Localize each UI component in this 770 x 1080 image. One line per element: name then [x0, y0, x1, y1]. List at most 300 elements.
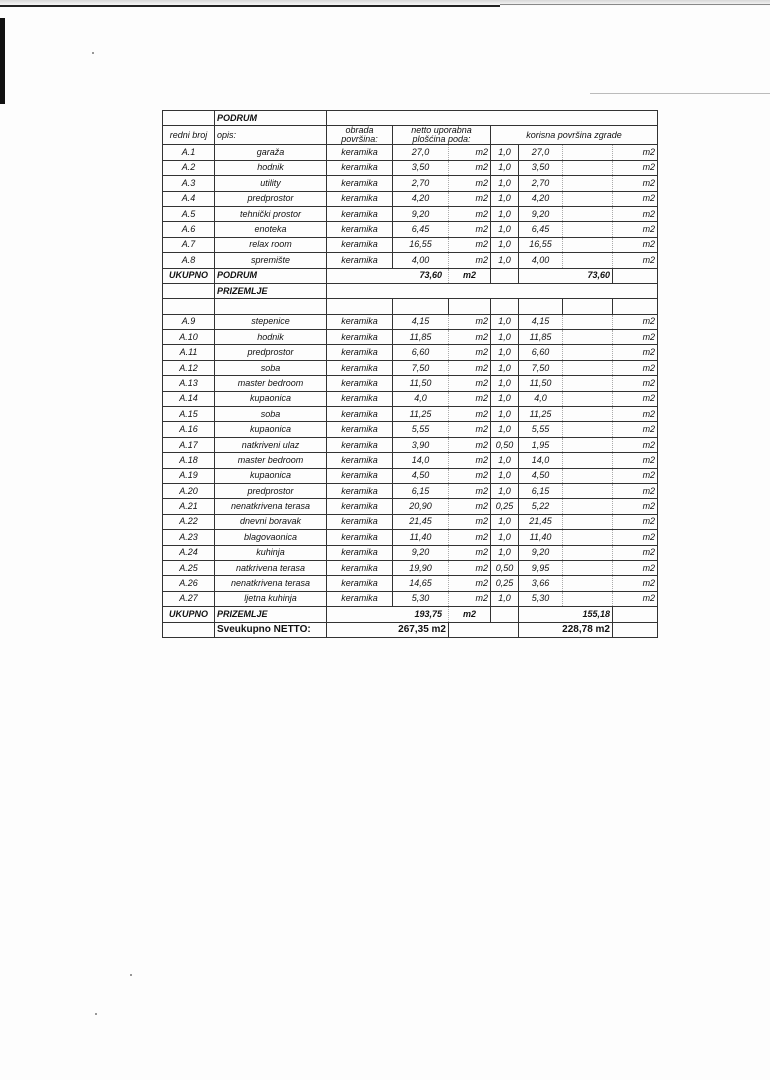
coefficient: 1,0 [491, 176, 519, 191]
header-obrada: obrada površina: [327, 126, 393, 145]
room-name: soba [215, 407, 327, 422]
finish: keramika [327, 160, 393, 175]
finish: keramika [327, 407, 393, 422]
coefficient: 1,0 [491, 145, 519, 160]
coefficient: 1,0 [491, 483, 519, 498]
header-redni-broj: redni broj [163, 126, 215, 145]
useful-area: 9,20 [519, 206, 563, 221]
header-netto: netto uporabna plošćina poda: [393, 126, 491, 145]
table-row [163, 360, 658, 375]
scan-edge-line-thin [500, 4, 770, 5]
finish: keramika [327, 237, 393, 252]
net-unit: m2 [449, 330, 491, 345]
net-area: 7,50 [393, 360, 449, 375]
finish: keramika [327, 206, 393, 221]
useful-unit: m2 [613, 453, 658, 468]
blank-cell [563, 191, 613, 206]
useful-unit: m2 [613, 514, 658, 529]
blank-cell [563, 530, 613, 545]
net-unit: m2 [449, 437, 491, 452]
useful-area: 5,22 [519, 499, 563, 514]
room-id: A.14 [163, 391, 215, 406]
net-unit: m2 [449, 345, 491, 360]
net-unit: m2 [449, 407, 491, 422]
coefficient: 1,0 [491, 545, 519, 560]
net-unit: m2 [449, 591, 491, 606]
table-row [163, 530, 658, 545]
useful-unit: m2 [613, 206, 658, 221]
blank-cell [563, 160, 613, 175]
net-area: 11,85 [393, 330, 449, 345]
room-id: A.2 [163, 160, 215, 175]
table-row [163, 576, 658, 591]
grand-total-useful: 228,78 m2 [519, 622, 613, 637]
table-row [163, 222, 658, 237]
room-id: A.10 [163, 330, 215, 345]
useful-area: 1,95 [519, 437, 563, 452]
finish: keramika [327, 314, 393, 329]
total-net-unit: m2 [449, 607, 491, 622]
useful-unit: m2 [613, 422, 658, 437]
blank-cell [163, 299, 215, 314]
table-row [163, 376, 658, 391]
net-unit: m2 [449, 360, 491, 375]
blank-cell [327, 283, 658, 298]
useful-unit: m2 [613, 576, 658, 591]
room-id: A.7 [163, 237, 215, 252]
table-row [163, 468, 658, 483]
useful-unit: m2 [613, 530, 658, 545]
useful-unit: m2 [613, 191, 658, 206]
coefficient: 1,0 [491, 314, 519, 329]
net-unit: m2 [449, 453, 491, 468]
net-unit: m2 [449, 253, 491, 268]
blank-cell [563, 145, 613, 160]
useful-area: 3,50 [519, 160, 563, 175]
blank-cell [519, 299, 563, 314]
net-area: 6,15 [393, 483, 449, 498]
useful-area: 16,55 [519, 237, 563, 252]
coefficient: 1,0 [491, 407, 519, 422]
room-id: A.25 [163, 560, 215, 575]
room-name: soba [215, 360, 327, 375]
coefficient: 1,0 [491, 530, 519, 545]
coefficient: 1,0 [491, 237, 519, 252]
finish: keramika [327, 437, 393, 452]
useful-area: 11,50 [519, 376, 563, 391]
total-net: 193,75 [327, 607, 449, 622]
section-header-row [163, 283, 658, 298]
blank-cell [163, 283, 215, 298]
room-id: A.21 [163, 499, 215, 514]
room-name: hodnik [215, 160, 327, 175]
table-row [163, 453, 658, 468]
coefficient: 0,25 [491, 499, 519, 514]
net-unit: m2 [449, 514, 491, 529]
net-area: 5,55 [393, 422, 449, 437]
net-area: 21,45 [393, 514, 449, 529]
net-unit: m2 [449, 376, 491, 391]
useful-unit: m2 [613, 160, 658, 175]
finish: keramika [327, 391, 393, 406]
blank-cell [491, 268, 519, 283]
blank-cell [563, 360, 613, 375]
table-row [163, 437, 658, 452]
blank-cell [563, 591, 613, 606]
useful-unit: m2 [613, 545, 658, 560]
useful-area: 9,95 [519, 560, 563, 575]
scan-edge-line [0, 5, 500, 7]
net-unit: m2 [449, 499, 491, 514]
room-id: A.24 [163, 545, 215, 560]
coefficient: 1,0 [491, 468, 519, 483]
useful-unit: m2 [613, 483, 658, 498]
room-name: predprostor [215, 345, 327, 360]
useful-unit: m2 [613, 314, 658, 329]
blank-cell [327, 299, 393, 314]
room-name: hodnik [215, 330, 327, 345]
total-label: UKUPNO [163, 268, 215, 283]
room-name: tehnički prostor [215, 206, 327, 221]
room-id: A.6 [163, 222, 215, 237]
room-name: kuhinja [215, 545, 327, 560]
net-unit: m2 [449, 468, 491, 483]
finish: keramika [327, 345, 393, 360]
room-id: A.9 [163, 314, 215, 329]
finish: keramika [327, 530, 393, 545]
useful-unit: m2 [613, 560, 658, 575]
finish: keramika [327, 222, 393, 237]
header-korisna: korisna površina zgrade [491, 126, 658, 145]
useful-unit: m2 [613, 407, 658, 422]
room-id: A.15 [163, 407, 215, 422]
useful-area: 3,66 [519, 576, 563, 591]
room-name: stepenice [215, 314, 327, 329]
grand-total-row [163, 622, 658, 637]
useful-area: 6,60 [519, 345, 563, 360]
room-id: A.18 [163, 453, 215, 468]
coefficient: 1,0 [491, 330, 519, 345]
finish: keramika [327, 483, 393, 498]
room-id: A.26 [163, 576, 215, 591]
table-row [163, 253, 658, 268]
section-title: PRIZEMLJE [215, 283, 327, 298]
table-row [163, 391, 658, 406]
room-id: A.27 [163, 591, 215, 606]
useful-area: 9,20 [519, 545, 563, 560]
room-name: natkriveni ulaz [215, 437, 327, 452]
finish: keramika [327, 468, 393, 483]
room-id: A.20 [163, 483, 215, 498]
finish: keramika [327, 499, 393, 514]
room-name: master bedroom [215, 453, 327, 468]
room-name: kupaonica [215, 391, 327, 406]
blank-cell [563, 483, 613, 498]
blank-cell [613, 622, 658, 637]
header-opis: opis: [215, 126, 327, 145]
spacer-row [163, 299, 658, 314]
net-area: 6,60 [393, 345, 449, 360]
useful-unit: m2 [613, 253, 658, 268]
total-name: PODRUM [215, 268, 327, 283]
coefficient: 1,0 [491, 591, 519, 606]
net-area: 9,20 [393, 206, 449, 221]
room-id: A.8 [163, 253, 215, 268]
useful-unit: m2 [613, 330, 658, 345]
blank-cell [563, 453, 613, 468]
room-id: A.23 [163, 530, 215, 545]
finish: keramika [327, 453, 393, 468]
useful-area: 5,30 [519, 591, 563, 606]
blank-cell [563, 222, 613, 237]
blank-cell [563, 422, 613, 437]
useful-area: 5,55 [519, 422, 563, 437]
useful-area: 21,45 [519, 514, 563, 529]
net-area: 2,70 [393, 176, 449, 191]
finish: keramika [327, 422, 393, 437]
table-row [163, 514, 658, 529]
room-id: A.13 [163, 376, 215, 391]
blank-cell [563, 253, 613, 268]
net-unit: m2 [449, 237, 491, 252]
coefficient: 0,50 [491, 437, 519, 452]
finish: keramika [327, 576, 393, 591]
net-unit: m2 [449, 391, 491, 406]
room-id: A.17 [163, 437, 215, 452]
room-name: natkrivena terasa [215, 560, 327, 575]
section-total-row [163, 607, 658, 622]
finish: keramika [327, 514, 393, 529]
coefficient: 1,0 [491, 345, 519, 360]
coefficient: 1,0 [491, 191, 519, 206]
blank-cell [563, 468, 613, 483]
coefficient: 0,50 [491, 560, 519, 575]
blank-cell [563, 176, 613, 191]
net-unit: m2 [449, 576, 491, 591]
room-name: ljetna kuhinja [215, 591, 327, 606]
blank-cell [563, 499, 613, 514]
blank-cell [563, 314, 613, 329]
table-row [163, 206, 658, 221]
scan-left-edge-mark [0, 18, 5, 104]
net-unit: m2 [449, 530, 491, 545]
blank-cell [449, 622, 519, 637]
section-title: PODRUM [215, 111, 327, 126]
room-name: garaža [215, 145, 327, 160]
net-area: 4,00 [393, 253, 449, 268]
useful-unit: m2 [613, 176, 658, 191]
net-area: 9,20 [393, 545, 449, 560]
net-area: 14,0 [393, 453, 449, 468]
area-table [162, 110, 658, 638]
room-id: A.19 [163, 468, 215, 483]
finish: keramika [327, 145, 393, 160]
coefficient: 1,0 [491, 222, 519, 237]
coefficient: 1,0 [491, 160, 519, 175]
blank-cell [563, 391, 613, 406]
net-unit: m2 [449, 176, 491, 191]
total-useful: 155,18 [519, 607, 613, 622]
useful-area: 4,0 [519, 391, 563, 406]
section-total-row [163, 268, 658, 283]
useful-area: 27,0 [519, 145, 563, 160]
blank-cell [613, 607, 658, 622]
coefficient: 1,0 [491, 391, 519, 406]
useful-unit: m2 [613, 468, 658, 483]
table-row [163, 191, 658, 206]
net-unit: m2 [449, 560, 491, 575]
net-area: 4,50 [393, 468, 449, 483]
net-area: 16,55 [393, 237, 449, 252]
room-name: blagovaonica [215, 530, 327, 545]
finish: keramika [327, 376, 393, 391]
room-id: A.11 [163, 345, 215, 360]
room-name: dnevni boravak [215, 514, 327, 529]
room-name: enoteka [215, 222, 327, 237]
blank-cell [393, 299, 449, 314]
useful-unit: m2 [613, 345, 658, 360]
blank-cell [215, 299, 327, 314]
net-area: 4,0 [393, 391, 449, 406]
room-id: A.3 [163, 176, 215, 191]
finish: keramika [327, 560, 393, 575]
table-row [163, 145, 658, 160]
blank-cell [163, 111, 215, 126]
scan-speck [92, 52, 94, 54]
net-unit: m2 [449, 545, 491, 560]
coefficient: 1,0 [491, 422, 519, 437]
room-name: kupaonica [215, 422, 327, 437]
useful-area: 4,00 [519, 253, 563, 268]
net-unit: m2 [449, 483, 491, 498]
blank-cell [563, 560, 613, 575]
blank-cell [563, 376, 613, 391]
blank-cell [163, 622, 215, 637]
blank-cell [563, 437, 613, 452]
useful-unit: m2 [613, 222, 658, 237]
net-unit: m2 [449, 314, 491, 329]
net-unit: m2 [449, 222, 491, 237]
room-name: predprostor [215, 483, 327, 498]
room-name: relax room [215, 237, 327, 252]
table-row [163, 591, 658, 606]
table-row [163, 314, 658, 329]
coefficient: 1,0 [491, 514, 519, 529]
room-name: predprostor [215, 191, 327, 206]
blank-cell [449, 299, 491, 314]
table-row [163, 345, 658, 360]
table-row [163, 160, 658, 175]
useful-unit: m2 [613, 499, 658, 514]
scan-faint-line [590, 93, 770, 94]
useful-area: 4,20 [519, 191, 563, 206]
useful-area: 11,40 [519, 530, 563, 545]
useful-area: 4,15 [519, 314, 563, 329]
table-row [163, 237, 658, 252]
useful-area: 11,25 [519, 407, 563, 422]
finish: keramika [327, 253, 393, 268]
finish: keramika [327, 545, 393, 560]
blank-cell [563, 345, 613, 360]
net-area: 14,65 [393, 576, 449, 591]
total-net-unit: m2 [449, 268, 491, 283]
coefficient: 1,0 [491, 360, 519, 375]
room-id: A.5 [163, 206, 215, 221]
total-label: UKUPNO [163, 607, 215, 622]
scan-speck [95, 1013, 97, 1015]
useful-unit: m2 [613, 437, 658, 452]
total-net: 73,60 [327, 268, 449, 283]
useful-area: 4,50 [519, 468, 563, 483]
table-row [163, 407, 658, 422]
useful-unit: m2 [613, 145, 658, 160]
coefficient: 0,25 [491, 576, 519, 591]
room-name: nenatkrivena terasa [215, 576, 327, 591]
useful-area: 14,0 [519, 453, 563, 468]
table-row [163, 483, 658, 498]
coefficient: 1,0 [491, 453, 519, 468]
room-name: nenatkrivena terasa [215, 499, 327, 514]
blank-cell [563, 299, 613, 314]
useful-unit: m2 [613, 376, 658, 391]
net-area: 4,15 [393, 314, 449, 329]
finish: keramika [327, 330, 393, 345]
blank-cell [613, 299, 658, 314]
finish: keramika [327, 176, 393, 191]
grand-total-label: Sveukupno NETTO: [215, 622, 327, 637]
net-unit: m2 [449, 145, 491, 160]
column-header-row [163, 126, 658, 145]
room-name: kupaonica [215, 468, 327, 483]
room-id: A.22 [163, 514, 215, 529]
room-id: A.16 [163, 422, 215, 437]
finish: keramika [327, 360, 393, 375]
blank-cell [491, 299, 519, 314]
net-area: 11,50 [393, 376, 449, 391]
blank-cell [563, 407, 613, 422]
blank-cell [563, 330, 613, 345]
net-unit: m2 [449, 206, 491, 221]
useful-area: 6,45 [519, 222, 563, 237]
coefficient: 1,0 [491, 253, 519, 268]
table-row [163, 499, 658, 514]
room-id: A.1 [163, 145, 215, 160]
room-name: master bedroom [215, 376, 327, 391]
blank-cell [563, 576, 613, 591]
table-row [163, 545, 658, 560]
total-name: PRIZEMLJE [215, 607, 327, 622]
finish: keramika [327, 191, 393, 206]
net-area: 3,50 [393, 160, 449, 175]
blank-cell [327, 111, 658, 126]
table-row [163, 560, 658, 575]
section-header-row [163, 111, 658, 126]
table-row [163, 176, 658, 191]
finish: keramika [327, 591, 393, 606]
net-area: 4,20 [393, 191, 449, 206]
net-area: 5,30 [393, 591, 449, 606]
room-id: A.4 [163, 191, 215, 206]
room-name: utility [215, 176, 327, 191]
useful-area: 2,70 [519, 176, 563, 191]
net-area: 3,90 [393, 437, 449, 452]
net-unit: m2 [449, 422, 491, 437]
useful-unit: m2 [613, 237, 658, 252]
net-area: 11,40 [393, 530, 449, 545]
table-row [163, 422, 658, 437]
coefficient: 1,0 [491, 206, 519, 221]
table-row [163, 330, 658, 345]
